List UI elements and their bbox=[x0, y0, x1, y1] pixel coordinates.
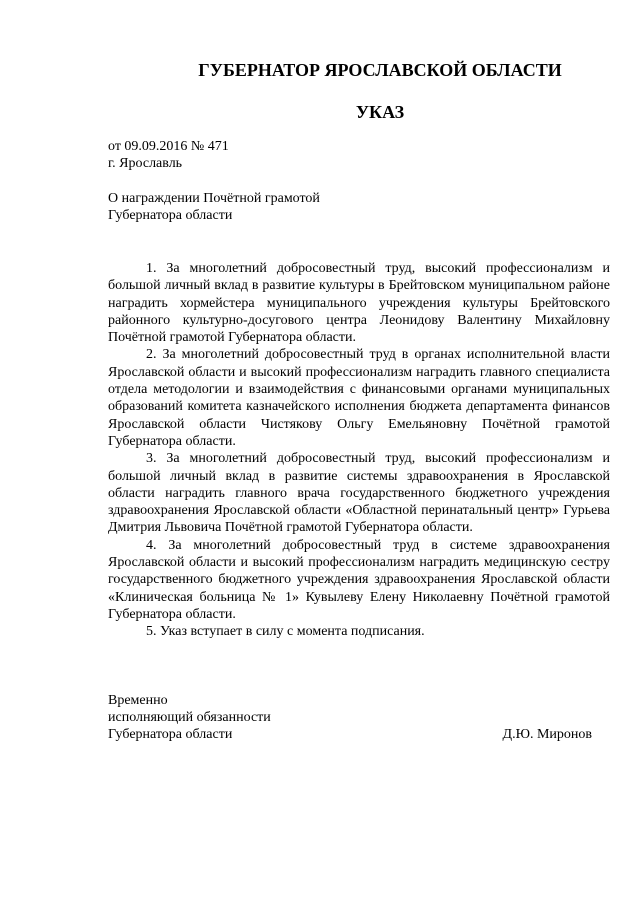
city: г. Ярославль bbox=[108, 156, 183, 171]
document-type-heading: УКАЗ bbox=[355, 102, 405, 122]
signatory-title-line-3: Губернатора области bbox=[108, 727, 233, 742]
paragraph-5: 5. Указ вступает в силу с момента подписания. bbox=[146, 624, 425, 640]
signatory-row bbox=[108, 726, 592, 743]
subject-line-1: О награждении Почётной грамотой bbox=[108, 191, 320, 206]
paragraph-2: 2. За многолетний добросовестный труд в органах исполнительной власти Ярославской области и высокий профессионализм наградить главного специалиста отдела методологии и взаимодействия с финансовыми органами муниципальных образований комитета казначейского исполнения бюджета департамента финансов Ярославской области Чистякову Ольгу Емельяновну Почётной грамотой Губернатора области. bbox=[108, 347, 610, 449]
subject-line-2: Губернатора области bbox=[108, 208, 233, 223]
signatory-title-line-2: исполняющий обязанности bbox=[108, 710, 271, 725]
document-body bbox=[108, 260, 610, 641]
paragraph-3: 3. За многолетний добросовестный труд, высокий профессионализм и большой личный вклад в развитие системы здравоохранения в Ярославской области наградить главного врача государственного бюджетного учреждения здравоохранения Ярославской области «Областной перинатальный центр» Гурьева Дмитрия Львовича Почётной грамотой Губернатора области. bbox=[108, 451, 610, 536]
signature-block bbox=[108, 692, 592, 743]
signatory-title-line-1: Временно bbox=[108, 693, 168, 708]
issuing-authority-heading: ГУБЕРНАТОР ЯРОСЛАВСКОЙ ОБЛАСТИ bbox=[198, 60, 562, 80]
date-and-number: от 09.09.2016 № 471 bbox=[108, 139, 229, 154]
signatory-name: Д.Ю. Миронов bbox=[502, 727, 592, 742]
document-subject bbox=[108, 190, 320, 224]
paragraph-4: 4. За многолетний добросовестный труд в системе здравоохранения Ярославской области и высокий профессионализм наградить медицинскую сестру государственного бюджетного учреждения здравоохранения Ярославской области «Клиническая больница № 1» Кувылеву Елену Николаевну Почётной грамотой Губернатора области. bbox=[108, 537, 610, 622]
document-meta bbox=[108, 138, 229, 172]
paragraph-1: 1. За многолетний добросовестный труд, высокий профессионализм и большой личный вклад в развитие культуры в Брейтовском муниципальном районе наградить хормейстера муниципального учреждения культуры Брейтовского районного культурно-досугового центра Леонидову Валентину Михайловну Почётной грамотой Губернатора области. bbox=[108, 261, 610, 346]
